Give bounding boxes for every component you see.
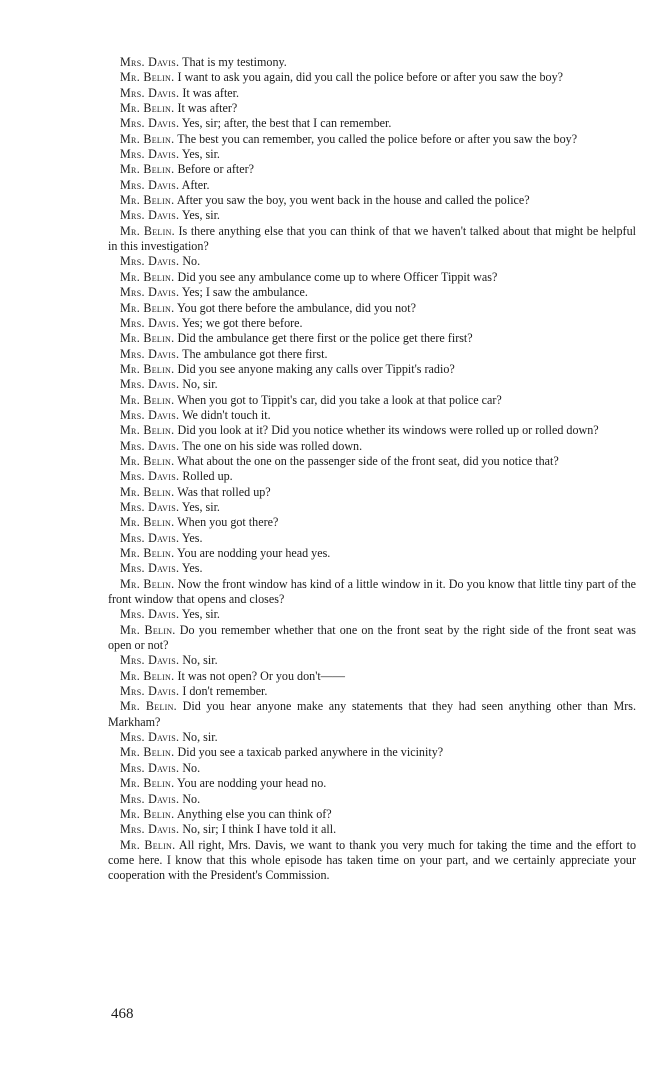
testimony-paragraph bbox=[108, 86, 636, 101]
utterance-text: Yes, sir. bbox=[181, 607, 220, 622]
testimony-paragraph bbox=[108, 132, 636, 147]
speaker-name: Mr. Belin. bbox=[120, 806, 175, 821]
testimony-paragraph bbox=[108, 730, 636, 745]
utterance-text: What about the one on the passenger side of the front seat, did you notice that? bbox=[177, 453, 559, 468]
speaker-name: Mrs. Davis. bbox=[120, 760, 180, 775]
testimony-paragraph bbox=[108, 838, 636, 884]
speaker-name: Mr. Belin. bbox=[120, 392, 175, 407]
utterance-text: Yes. bbox=[181, 561, 203, 576]
utterance-text: Yes. bbox=[181, 530, 203, 545]
testimony-paragraph bbox=[108, 55, 636, 70]
utterance-text: You are nodding your head yes. bbox=[177, 546, 331, 560]
testimony-paragraph bbox=[108, 270, 636, 285]
testimony-paragraph bbox=[108, 454, 636, 469]
speaker-name: Mr. Belin. bbox=[120, 515, 175, 530]
testimony-paragraph bbox=[108, 193, 636, 208]
speaker-name: Mr. Belin. bbox=[120, 269, 175, 284]
testimony-paragraph bbox=[108, 669, 636, 684]
utterance-text: You got there before the ambulance, did you not? bbox=[177, 300, 416, 315]
utterance-text: Did you hear anyone make any statements that they had seen anything other than Mrs. Markham? bbox=[108, 699, 636, 729]
testimony-paragraph bbox=[108, 684, 636, 699]
speaker-name: Mrs. Davis. bbox=[120, 607, 180, 622]
utterance-text: No, sir. bbox=[182, 730, 218, 745]
utterance-text: Did you see anyone making any calls over Tippit's radio? bbox=[177, 361, 455, 376]
utterance-text: When you got there? bbox=[177, 515, 279, 530]
utterance-text: Before or after? bbox=[177, 162, 255, 177]
speaker-name: Mrs. Davis. bbox=[120, 55, 180, 69]
utterance-text: The ambulance got there first. bbox=[182, 346, 328, 361]
testimony-paragraph bbox=[108, 208, 636, 223]
testimony-paragraph bbox=[108, 776, 636, 791]
speaker-name: Mrs. Davis. bbox=[120, 653, 180, 668]
utterance-text: Is there anything else that you can think of that we haven't talked about that might be helpful in this investigation? bbox=[108, 223, 636, 254]
testimony-paragraph bbox=[108, 224, 636, 255]
speaker-name: Mrs. Davis. bbox=[120, 346, 180, 361]
speaker-name: Mrs. Davis. bbox=[120, 177, 180, 192]
speaker-name: Mr. Belin. bbox=[120, 162, 175, 177]
testimony-paragraph bbox=[108, 439, 636, 454]
speaker-name: Mr. Belin. bbox=[120, 745, 175, 760]
utterance-text: It was not open? Or you don't—— bbox=[177, 668, 345, 683]
testimony-paragraph bbox=[108, 331, 636, 346]
utterance-text: Did you see a taxicab parked anywhere in the vicinity? bbox=[177, 745, 444, 760]
speaker-name: Mrs. Davis. bbox=[120, 85, 180, 100]
utterance-text: Did you see any ambulance come up to where Officer Tippit was? bbox=[177, 269, 498, 284]
speaker-name: Mr. Belin. bbox=[120, 699, 178, 714]
testimony-paragraph bbox=[108, 147, 636, 162]
speaker-name: Mr. Belin. bbox=[120, 223, 175, 238]
speaker-name: Mr. Belin. bbox=[120, 622, 176, 637]
speaker-name: Mr. Belin. bbox=[120, 193, 175, 208]
testimony-paragraph bbox=[108, 607, 636, 622]
testimony-paragraph bbox=[108, 500, 636, 515]
utterance-text: Yes, sir. bbox=[181, 208, 220, 223]
speaker-name: Mr. Belin. bbox=[120, 300, 175, 315]
utterance-text: No. bbox=[182, 760, 201, 775]
speaker-name: Mrs. Davis. bbox=[120, 561, 180, 576]
speaker-name: Mrs. Davis. bbox=[120, 377, 180, 392]
utterance-text: No, sir. bbox=[182, 653, 218, 668]
testimony-paragraph bbox=[108, 623, 636, 654]
utterance-text: Yes; I saw the ambulance. bbox=[181, 285, 308, 300]
utterance-text: No, sir; I think I have told it all. bbox=[182, 822, 337, 837]
speaker-name: Mrs. Davis. bbox=[120, 438, 180, 453]
utterance-text: Did the ambulance get there first or the police get there first? bbox=[177, 331, 473, 346]
testimony-paragraph bbox=[108, 362, 636, 377]
testimony-paragraph bbox=[108, 377, 636, 392]
speaker-name: Mr. Belin. bbox=[120, 546, 175, 560]
speaker-name: Mrs. Davis. bbox=[120, 791, 180, 806]
utterance-text: We didn't touch it. bbox=[182, 407, 271, 422]
utterance-text: When you got to Tippit's car, did you take a look at that police car? bbox=[177, 392, 502, 407]
speaker-name: Mrs. Davis. bbox=[120, 407, 180, 422]
utterance-text: No, sir. bbox=[182, 377, 218, 392]
speaker-name: Mrs. Davis. bbox=[120, 116, 180, 131]
testimony-paragraph bbox=[108, 515, 636, 530]
utterance-text: I don't remember. bbox=[182, 684, 268, 699]
testimony-paragraph bbox=[108, 423, 636, 438]
utterance-text: No. bbox=[182, 254, 201, 269]
utterance-text: Rolled up. bbox=[182, 469, 233, 484]
speaker-name: Mrs. Davis. bbox=[120, 822, 180, 837]
utterance-text: Do you remember whether that one on the front seat by the right side of the front seat was open or not? bbox=[108, 622, 636, 653]
speaker-name: Mrs. Davis. bbox=[120, 254, 180, 269]
speaker-name: Mrs. Davis. bbox=[120, 285, 180, 300]
testimony-paragraph bbox=[108, 531, 636, 546]
speaker-name: Mr. Belin. bbox=[120, 423, 175, 438]
speaker-name: Mr. Belin. bbox=[120, 331, 175, 346]
utterance-text: It was after? bbox=[177, 101, 238, 116]
testimony-paragraph bbox=[108, 393, 636, 408]
utterance-text: You are nodding your head no. bbox=[177, 776, 327, 791]
testimony-paragraph bbox=[108, 178, 636, 193]
speaker-name: Mrs. Davis. bbox=[120, 499, 180, 514]
utterance-text: I want to ask you again, did you call the police before or after you saw the boy? bbox=[177, 70, 564, 85]
testimony-paragraph bbox=[108, 653, 636, 668]
testimony-paragraph bbox=[108, 347, 636, 362]
testimony-paragraph bbox=[108, 408, 636, 423]
utterance-text: Yes, sir. bbox=[181, 499, 220, 514]
utterance-text: Anything else you can think of? bbox=[176, 806, 332, 821]
utterance-text: It was after. bbox=[182, 85, 240, 100]
transcript-body bbox=[108, 55, 636, 884]
speaker-name: Mrs. Davis. bbox=[120, 684, 180, 699]
speaker-name: Mr. Belin. bbox=[120, 484, 175, 499]
utterance-text: Did you look at it? Did you notice whether its windows were rolled up or rolled down? bbox=[177, 423, 599, 438]
speaker-name: Mrs. Davis. bbox=[120, 730, 180, 745]
utterance-text: The one on his side was rolled down. bbox=[182, 438, 363, 453]
testimony-paragraph bbox=[108, 101, 636, 116]
testimony-paragraph bbox=[108, 577, 636, 608]
testimony-paragraph bbox=[108, 162, 636, 177]
testimony-paragraph bbox=[108, 285, 636, 300]
testimony-paragraph bbox=[108, 116, 636, 131]
speaker-name: Mr. Belin. bbox=[120, 361, 175, 376]
speaker-name: Mr. Belin. bbox=[120, 70, 175, 85]
utterance-text: Yes; we got there before. bbox=[181, 315, 303, 330]
utterance-text: All right, Mrs. Davis, we want to thank you very much for taking the time and the effort to come here. I know that this whole episode has taken time on your part, and we certainly appreciate your cooperation with the President's Commission. bbox=[108, 837, 636, 883]
testimony-paragraph bbox=[108, 807, 636, 822]
testimony-paragraph bbox=[108, 316, 636, 331]
speaker-name: Mr. Belin. bbox=[120, 576, 175, 591]
speaker-name: Mr. Belin. bbox=[120, 101, 175, 116]
testimony-paragraph bbox=[108, 745, 636, 760]
utterance-text: Yes, sir; after, the best that I can remember. bbox=[181, 116, 392, 131]
utterance-text: No. bbox=[182, 791, 201, 806]
testimony-paragraph bbox=[108, 699, 636, 730]
speaker-name: Mr. Belin. bbox=[120, 837, 176, 852]
testimony-paragraph bbox=[108, 822, 636, 837]
speaker-name: Mr. Belin. bbox=[120, 776, 175, 791]
testimony-paragraph bbox=[108, 469, 636, 484]
utterance-text: Yes, sir. bbox=[181, 147, 220, 162]
page-number: 468 bbox=[111, 1006, 134, 1022]
testimony-paragraph bbox=[108, 70, 636, 85]
speaker-name: Mrs. Davis. bbox=[120, 530, 180, 545]
utterance-text: After you saw the boy, you went back in the house and called the police? bbox=[176, 193, 530, 208]
speaker-name: Mr. Belin. bbox=[120, 453, 175, 468]
utterance-text: Now the front window has kind of a little window in it. Do you know that little tiny part of the front window that opens and closes? bbox=[108, 576, 636, 607]
testimony-paragraph bbox=[108, 301, 636, 316]
testimony-paragraph bbox=[108, 792, 636, 807]
testimony-paragraph bbox=[108, 485, 636, 500]
utterance-text: That is my testimony. bbox=[182, 55, 287, 69]
testimony-paragraph bbox=[108, 546, 636, 561]
speaker-name: Mr. Belin. bbox=[120, 668, 175, 683]
testimony-paragraph bbox=[108, 761, 636, 776]
utterance-text: The best you can remember, you called the police before or after you saw the boy? bbox=[177, 131, 578, 146]
speaker-name: Mrs. Davis. bbox=[120, 469, 180, 484]
speaker-name: Mrs. Davis. bbox=[120, 208, 180, 223]
testimony-paragraph bbox=[108, 561, 636, 576]
utterance-text: After. bbox=[181, 177, 210, 192]
speaker-name: Mr. Belin. bbox=[120, 131, 175, 146]
speaker-name: Mrs. Davis. bbox=[120, 315, 180, 330]
speaker-name: Mrs. Davis. bbox=[120, 147, 180, 162]
utterance-text: Was that rolled up? bbox=[177, 484, 271, 499]
testimony-paragraph bbox=[108, 254, 636, 269]
